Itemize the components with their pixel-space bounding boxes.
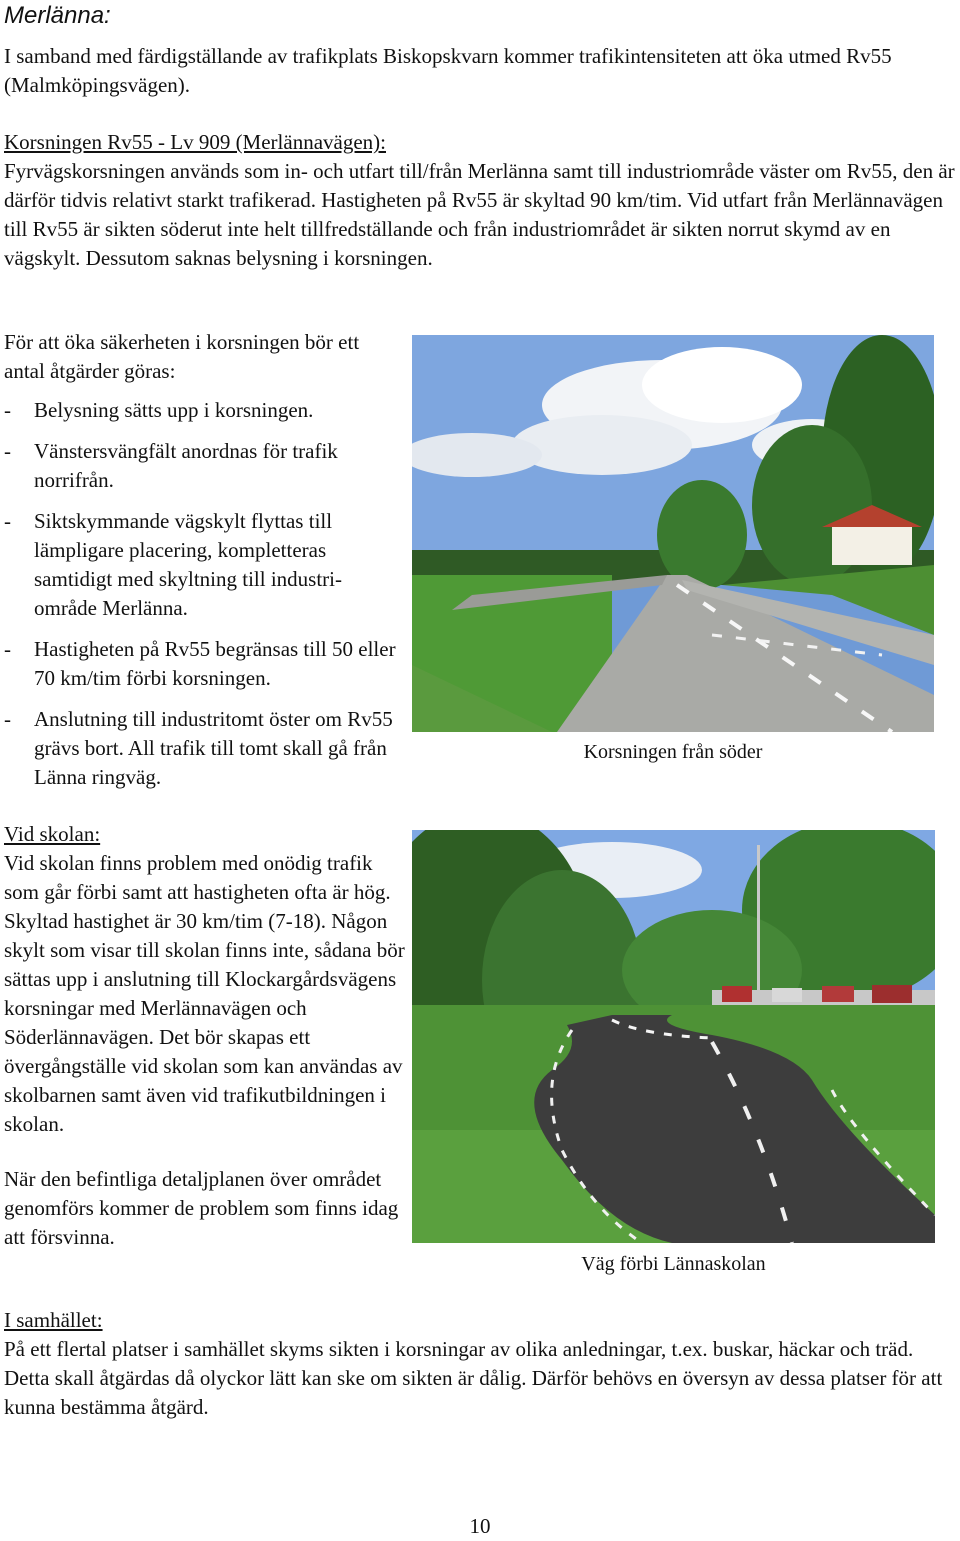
school-title: Vid skolan:	[4, 822, 101, 846]
list-item: - Siktskymmande vägskylt flyttas till lämpligare placering, kompletteras samtidigt med skyltning till industri-område Merlänna.	[4, 507, 404, 623]
intro-paragraph	[4, 42, 944, 100]
list-item: - Anslutning till industritomt öster om Rv55 grävs bort. All trafik till tomt skall gå från Länna ringväg.	[4, 705, 404, 792]
measures-intro: För att öka säkerheten i korsningen bör ett antal åtgärder göras:	[4, 330, 360, 383]
list-item: - Belysning sätts upp i korsningen.	[4, 396, 404, 425]
list-item: - Vänstersvängfält anordnas för trafik norrifrån.	[4, 437, 404, 495]
school-road-photo	[412, 830, 935, 1243]
junction-section	[4, 128, 956, 273]
junction-photo-caption: Korsningen från söder	[583, 741, 763, 763]
junction-title: Korsningen Rv55 - Lv 909 (Merlännavägen):	[4, 130, 386, 154]
school-body: Vid skolan finns problem med onödig trafik som går förbi samt att hastigheten ofta är hög. Skyltad hastighet är 30 km/tim (7-18). Någon skylt som visar till skolan finns inte, sådana bör sättas upp i anslutning till Klockargårdsvägens korsningar med Merlännavägen och Söderlännavägen. Det bör skapas ett övergångställe vid skolan som kan användas av skolbarnen samt även vid trafikutbildningen i skolan.	[4, 851, 405, 1136]
community-body: På ett flertal platser i samhället skyms sikten i korsningar av olika anledningar, t.ex. buskar, häckar och träd. Detta skall åtgärdas då olyckor lätt kan ske om sikten är dålig. Därför behövs en översyn av dessa platser för att kunna bestämma åtgärd.	[4, 1337, 943, 1419]
school-body-2: När den befintliga detaljplanen över området genomförs kommer de problem som finns idag att försvinna.	[4, 1167, 399, 1249]
page-number: 10	[469, 1514, 491, 1538]
community-section	[4, 1306, 954, 1422]
school-section	[4, 820, 408, 1252]
measures-section	[4, 328, 404, 804]
section-heading: Merlänna:	[4, 2, 111, 29]
community-title: I samhället:	[4, 1308, 103, 1332]
school-road-photo-caption: Väg förbi Lännaskolan	[581, 1253, 766, 1275]
measures-list	[4, 396, 404, 792]
list-item: - Hastigheten på Rv55 begränsas till 50 eller 70 km/tim förbi korsningen.	[4, 635, 404, 693]
junction-body: Fyrvägskorsningen används som in- och utfart till/från Merlänna samt till industriområde väster om Rv55, den är därför tidvis relativt starkt trafikerad. Hastigheten på Rv55 är skyltad 90 km/tim. Vid utfart från Merlännavägen till Rv55 är sikten söderut inte helt tillfredställande och från industriområdet är sikten norrut skymd av en vägskylt. Dessutom saknas belysning i korsningen.	[4, 159, 955, 270]
junction-photo	[412, 335, 934, 732]
intro-text: I samband med färdigställande av trafikplats Biskopskvarn kommer trafikintensiteten att öka utmed Rv55 (Malmköpingsvägen).	[4, 44, 892, 97]
